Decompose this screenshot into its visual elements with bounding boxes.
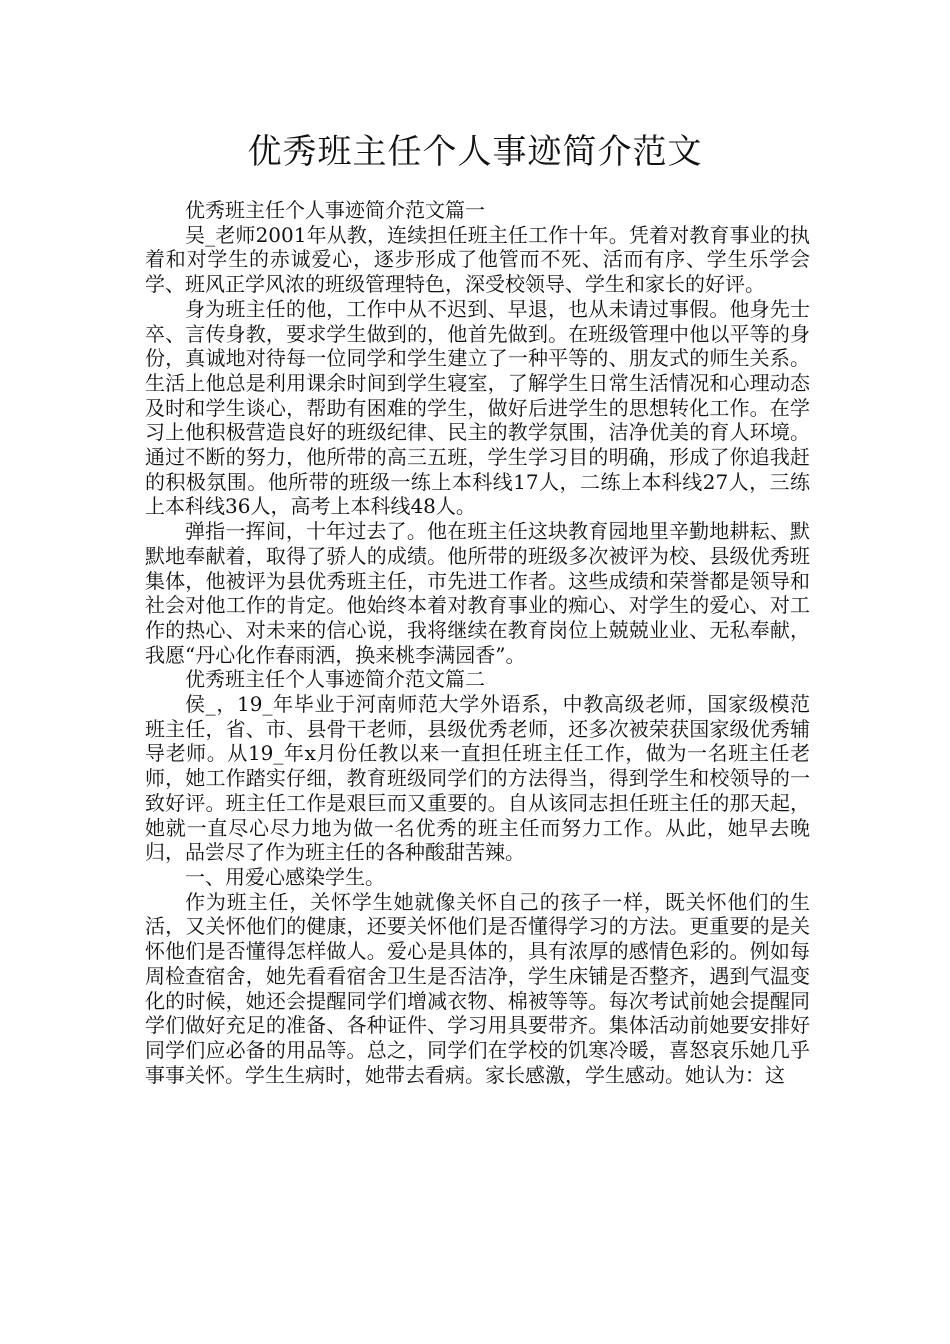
document-title: 优秀班主任个人事迹简介范文 [247, 132, 703, 172]
sub-heading: 一、用爱心感染学生。 [185, 864, 385, 889]
section-heading: 优秀班主任个人事迹简介范文篇二 [185, 667, 485, 692]
body-paragraph: 吴_老师2001年从教，连续担任班主任工作十年。凭着对教育事业的执着和对学生的赤诚爱心，逐步形成了他管而不死、活而有序、学生乐学会学、班风正学风浓的班级管理特色，深受校领导、学生和家长的好评。 [145, 222, 810, 297]
section-heading: 优秀班主任个人事迹简介范文篇一 [185, 198, 485, 222]
body-paragraph: 弹指一挥间，十年过去了。他在班主任这块教育园地里辛勤地耕耘、默默地奉献着，取得了骄人的成绩。他所带的班级多次被评为校、县级优秀班集体，他被评为县优秀班主任，市先进工作者。这些成绩和荣誉都是领导和社会对他工作的肯定。他始终本着对教育事业的痴心、对学生的爱心、对工作的热心、对未来的信心说，我将继续在教育岗位上兢兢业业、无私奉献，我愿“丹心化作春雨洒，换来桃李满园香”。 [145, 519, 810, 667]
document-body [145, 198, 810, 1087]
body-paragraph: 身为班主任的他，工作中从不迟到、早退，也从未请过事假。他身先士卒、言传身教，要求学生做到的，他首先做到。在班级管理中他以平等的身份，真诚地对待每一位同学和学生建立了一种平等的、朋友式的师生关系。生活上他总是利用课余时间到学生寝室，了解学生日常生活情况和心理动态及时和学生谈心，帮助有困难的学生，做好后进学生的思想转化工作。在学习上他积极营造良好的班级纪律、民主的教学氛围，洁净优美的育人环境。通过不断的努力，他所带的高三五班，学生学习目的明确，形成了你追我赶的积极氛围。他所带的班级一练上本科线17人，二练上本科线27人，三练上本科线36人，高考上本科线48人。 [145, 296, 810, 519]
body-paragraph: 侯_，19_年毕业于河南师范大学外语系，中教高级老师，国家级模范班主任，省、市、县骨干老师，县级优秀老师，还多次被荣获国家级优秀辅导老师。从19_年x月份任教以来一直担任班主任工作，做为一名班主任老师，她工作踏实仔细，教育班级同学们的方法得当，得到学生和校领导的一致好评。班主任工作是艰巨而又重要的。自从该同志担任班主任的那天起，她就一直尽心尽力地为做一名优秀的班主任而努力工作。从此，她早去晚归，品尝尽了作为班主任的各种酸甜苦辣。 [145, 692, 810, 865]
body-paragraph: 作为班主任，关怀学生她就像关怀自己的孩子一样，既关怀他们的生活，又关怀他们的健康，还要关怀他们是否懂得学习的方法。更重要的是关怀他们是否懂得怎样做人。爱心是具体的，具有浓厚的感情色彩的。例如每周检查宿舍，她先看看宿舍卫生是否洁净，学生床铺是否整齐，遇到气温变化的时候，她还会提醒同学们增减衣物、棉被等等。每次考试前她会提醒同学们做好充足的准备、各种证件、学习用具要带齐。集体活动前她要安排好同学们应必备的用品等。总之，同学们在学校的饥寒冷暖，喜怒哀乐她几乎事事关怀。学生生病时，她带去看病。家长感激，学生感动。她认为：这 [145, 889, 810, 1087]
